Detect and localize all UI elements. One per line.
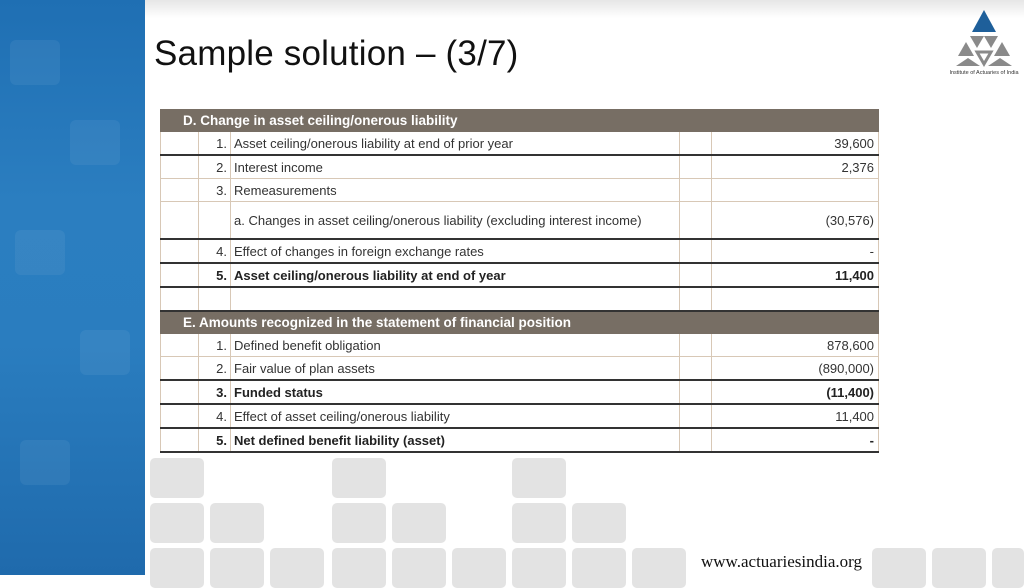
row-number [199,202,231,240]
table-row [161,404,879,428]
row-label: Fair value of plan assets [231,357,680,381]
section-d-header [161,110,879,132]
section-d-title: D. Change in asset ceiling/onerous liability [161,110,879,132]
row-number: 1. [199,334,231,357]
table-row [161,357,879,381]
row-value: 39,600 [712,132,879,156]
row-value: 878,600 [712,334,879,357]
row-label: Asset ceiling/onerous liability at end of year [231,263,680,287]
row-number: 1. [199,132,231,156]
row-number: 5. [199,428,231,452]
row-number: 4. [199,239,231,263]
table-row [161,155,879,179]
row-number: 2. [199,155,231,179]
row-number: 4. [199,404,231,428]
top-fade [145,0,1024,18]
row-label: Effect of changes in foreign exchange rates [231,239,680,263]
logo-caption: Institute of Actuaries of India [949,70,1019,76]
row-value: (890,000) [712,357,879,381]
row-number: 3. [199,179,231,202]
row-value: (11,400) [712,380,879,404]
row-label: a. Changes in asset ceiling/onerous liability (excluding interest income) [231,202,680,240]
table-row [161,380,879,404]
table-row [161,263,879,287]
row-label: Asset ceiling/onerous liability at end of prior year [231,132,680,156]
table-row [161,239,879,263]
row-label: Interest income [231,155,680,179]
row-value: - [712,239,879,263]
row-label: Effect of asset ceiling/onerous liability [231,404,680,428]
table-row [161,202,879,240]
row-number: 2. [199,357,231,381]
row-value [712,179,879,202]
row-value: 11,400 [712,263,879,287]
row-value: 2,376 [712,155,879,179]
row-number: 5. [199,263,231,287]
row-value: - [712,428,879,452]
solution-table [160,109,879,453]
row-label: Defined benefit obligation [231,334,680,357]
row-value: (30,576) [712,202,879,240]
website-url: www.actuariesindia.org [701,552,862,571]
row-number: 3. [199,380,231,404]
row-label: Net defined benefit liability (asset) [231,428,680,452]
row-label: Remeasurements [231,179,680,202]
table-row [161,132,879,156]
spacer-row [161,287,879,311]
table-row [161,428,879,452]
table-row [161,334,879,357]
left-decorative-band [0,0,145,575]
slide-title: Sample solution – (3/7) [154,34,519,73]
row-label: Funded status [231,380,680,404]
section-e-title: E. Amounts recognized in the statement of financial position [161,311,879,334]
section-e-header [161,311,879,334]
table-row [161,179,879,202]
row-value: 11,400 [712,404,879,428]
